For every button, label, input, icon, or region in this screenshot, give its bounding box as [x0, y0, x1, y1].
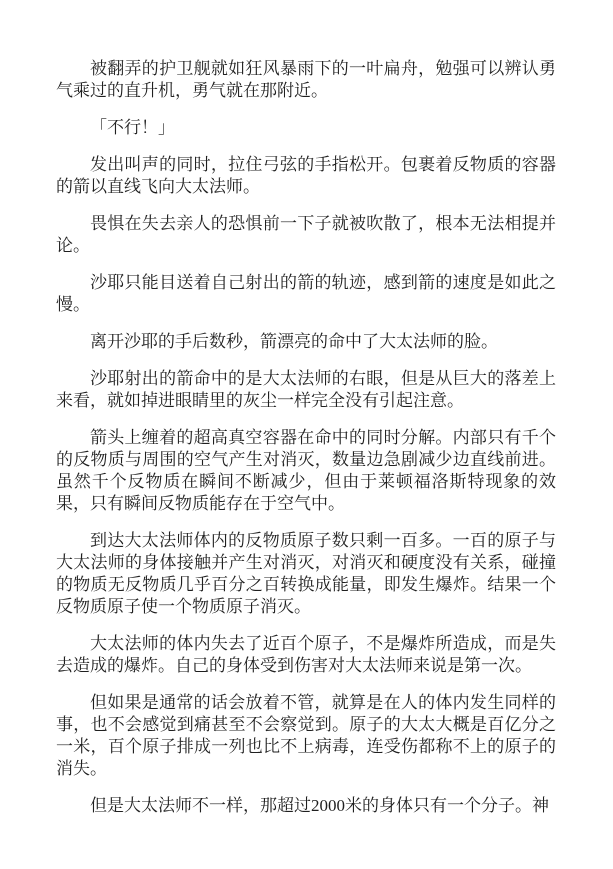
paragraph-3: 发出叫声的同时，拉住弓弦的手指松开。包裹着反物质的容器的箭以直线飞向大太法师。 — [56, 155, 556, 196]
paragraph-2-dialogue: 「不行！」 — [90, 118, 175, 137]
paragraph-7: 沙耶射出的箭命中的是大太法师的右眼，但是从巨大的落差上来看，就如掉进眼睛里的灰尘一样完全没有引起注意。 — [56, 369, 556, 410]
paragraph-5: 沙耶只能目送着自己射出的箭的轨迹，感到箭的速度是如此之慢。 — [56, 273, 556, 314]
paragraph-6: 离开沙耶的手后数秒，箭漂亮的命中了大太法师的脸。 — [90, 332, 498, 351]
paragraph-1: 被翻弄的护卫舰就如狂风暴雨下的一叶扁舟，勉强可以辨认勇气乘过的直升机，勇气就在那附近。 — [56, 59, 556, 100]
paragraph-9: 到达大太法师体内的反物质原子数只剩一百多。一百的原子与大太法师的身体接触并产生对消灭，对消灭和硬度没有关系，碰撞的物质无反物质几乎百分之百转换成能量，即发生爆炸。结果一个反物质原子使一个物质原子消灭。 — [56, 531, 556, 616]
paragraph-12: 但是大太法师不一样，那超过2000米的身体只有一个分子。神 — [90, 796, 549, 815]
paragraph-10: 大太法师的体内失去了近百个原子，不是爆炸所造成，而是失去造成的爆炸。自己的身体受到伤害对大太法师来说是第一次。 — [56, 634, 556, 675]
paragraph-8: 箭头上缠着的超高真空容器在命中的同时分解。内部只有千个的反物质与周围的空气产生对消灭，数量边急剧减少边直线前进。虽然千个反物质在瞬间不断减少，但由于莱顿福洛斯特现象的效果，只有瞬间反物质能存在于空气中。 — [56, 428, 556, 513]
paragraph-11: 但如果是通常的话会放着不管，就算是在人的体内发生同样的事，也不会感觉到痛甚至不会察觉到。原子的大太大概是百亿分之一米，百个原子排成一列也比不上病毒，连受伤都称不上的原子的消失。 — [56, 693, 556, 778]
paragraph-4: 畏惧在失去亲人的恐惧前一下子就被吹散了，根本无法相提并论。 — [56, 214, 556, 255]
